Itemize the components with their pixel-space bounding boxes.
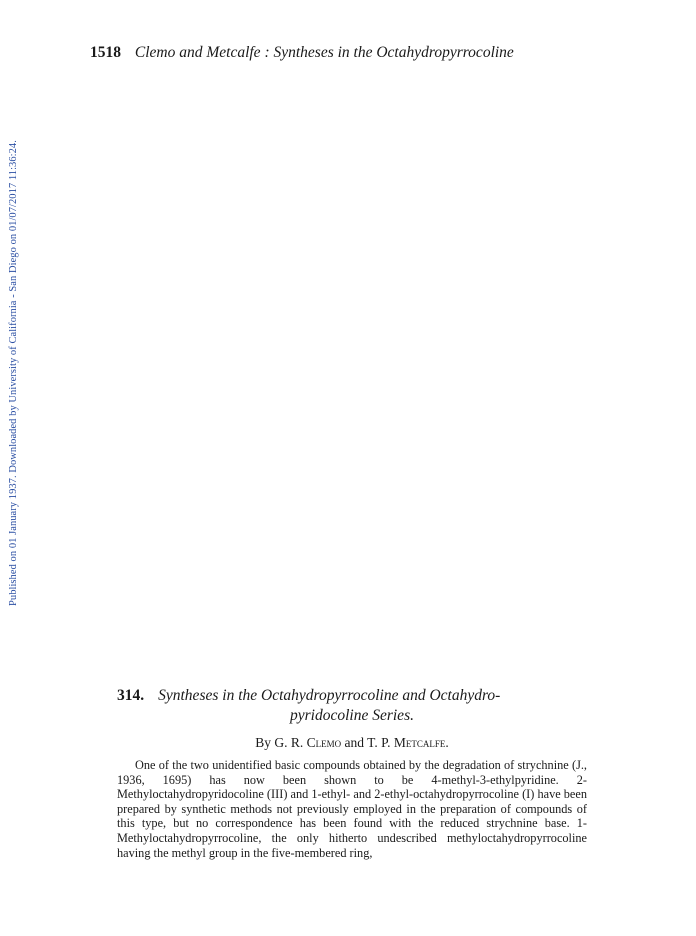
abstract-paragraph: One of the two unidentified basic compounds obtained by the degradation of strychnine (J., 1936, 1695) has now been shown to be 4-methyl-3-ethylpyridine. 2-Methyloctahydropyridocoline (III) and 1-ethyl- and 2-ethyl-octahydropyrrocoline (I) have been prepared by synthetic methods not previously employed in the preparation of compounds of this type, but no correspondence has been found with the reduced strychnine base. 1-Methyloctahydropyrrocoline, the only hitherto undescribed methyloctahydropyrrocoline having the methyl group in the five-membered ring, [117,758,587,860]
author-1-surname: Clemo [306,735,342,750]
authors-and: and T. P. [341,735,394,750]
title-line-2: pyridocoline Series. [290,707,414,724]
title-line-1: Syntheses in the Octahydropyrrocoline and Octahydro- [158,687,501,704]
authors-suffix: . [445,735,449,750]
article [117,686,587,872]
author-2-surname: Metcalfe [393,735,446,750]
page-number: 1518 [90,44,121,61]
publication-sidebar-link[interactable]: Published on 01 January 1937. Downloaded by University of California - San Diego on 01/07/2017 11:36:24. [8,140,19,606]
authors [117,734,587,752]
article-title [117,686,587,706]
article-number: 314. [117,687,145,704]
running-head [90,44,514,62]
authors-prefix: By G. R. [255,735,307,750]
running-title: Clemo and Metcalfe : Syntheses in the Octahydropyrrocoline [134,44,514,61]
